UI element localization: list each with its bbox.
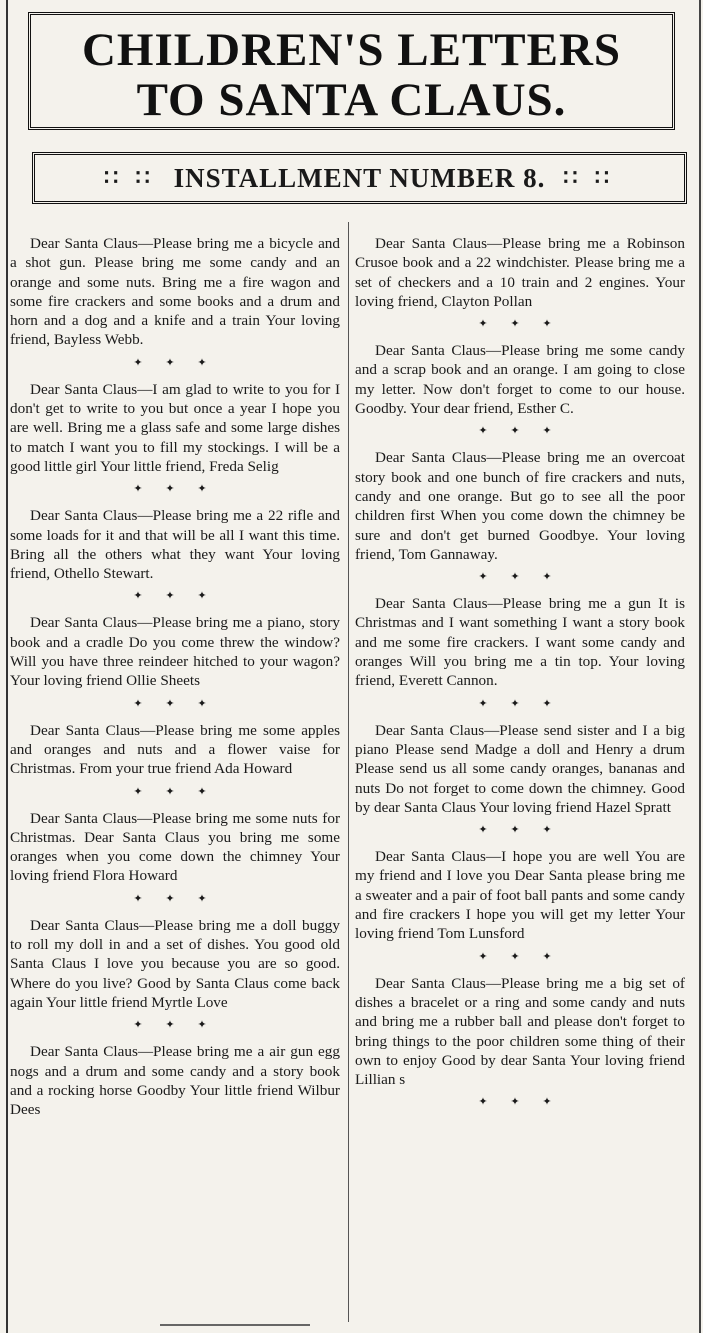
separator-stars-icon: ✦ ✦ ✦: [478, 1096, 562, 1109]
letter-left-8: Dear Santa Claus—Please bring me a air gun egg nogs and a drum and some candy and a story book and a rocking horse Goodby Your little friend Wilbur Dees: [10, 1043, 340, 1119]
separator-stars-icon: ✦ ✦ ✦: [478, 425, 562, 438]
bottom-rule: [160, 1324, 310, 1326]
separator-stars-icon: ✦ ✦ ✦: [133, 697, 217, 710]
letter-right-6: Dear Santa Claus—I hope you are well You are my friend and I love you Dear Santa please bring me a sweater and a pair of foot ball pants and some candy and fire crackers I hope you will get my letter Your loving friend Tom Lunsford: [355, 848, 685, 943]
separator-stars-icon: ✦ ✦ ✦: [478, 697, 562, 710]
page-edge-left: [6, 0, 8, 1333]
letter-left-4: Dear Santa Claus—Please bring me a piano, story book and a cradle Do you come threw the window? Will you have three reindeer hitched to your wagon? Your loving friend Ollie Sheets: [10, 614, 340, 690]
separator-stars-icon: ✦ ✦ ✦: [133, 483, 217, 496]
letter-left-7: Dear Santa Claus—Please bring me a doll buggy to roll my doll in and a set of dishes. You good old Santa Claus I love you because you are so good. Where do you live? Good by Santa Claus come back again Your little friend Myrtle Love: [10, 916, 340, 1011]
right-column: [355, 234, 685, 1119]
headline-line-2: TO SANTA CLAUS.: [136, 74, 567, 126]
ornament-left-icon: ∷ ∷: [104, 165, 156, 190]
letter-left-6: Dear Santa Claus—Please bring me some nuts for Christmas. Dear Santa Claus you bring me some oranges when you come down the chimney Your loving friend Flora Howard: [10, 809, 340, 885]
letter-left-1: Dear Santa Claus—Please bring me a bicycle and a shot gun. Please bring me some candy and an orange and some nuts. Bring me a fire wagon and some fire crackers and some books and a drum and horn and a dog and a knife and a train Your loving friend, Bayless Webb.: [10, 235, 340, 349]
separator-stars-icon: ✦ ✦ ✦: [133, 356, 217, 369]
letter-left-2: Dear Santa Claus—I am glad to write to you for I don't get to write to you but once a year I hope you are well. Bring me a glass safe and some large dishes to match I want you to fill my stockings. I will be a good little girl Your little friend, Freda Selig: [10, 380, 340, 475]
installment-banner: [32, 152, 687, 204]
separator-stars-icon: ✦ ✦ ✦: [133, 590, 217, 603]
headline-box: [28, 12, 675, 130]
separator-stars-icon: ✦ ✦ ✦: [478, 950, 562, 963]
letter-right-2: Dear Santa Claus—Please bring me some candy and a scrap book and an orange. I am going to close my letter. Now don't forget to come to our house. Goodby. Your dear friend, Esther C.: [355, 342, 685, 418]
letter-right-4: Dear Santa Claus—Please bring me a gun It is Christmas and I want something I want a story book and me some fire crackers. I want some candy and oranges Will you bring me a tin top. Your loving friend, Everett Cannon.: [355, 595, 685, 690]
separator-stars-icon: ✦ ✦ ✦: [133, 892, 217, 905]
separator-stars-icon: ✦ ✦ ✦: [478, 571, 562, 584]
separator-stars-icon: ✦ ✦ ✦: [478, 824, 562, 837]
letter-right-3: Dear Santa Claus—Please bring me an overcoat story book and one bunch of fire crackers and nuts, candy and one orange. But go to see all the poor children first When you come down the chimney be sure and don't get burned Goodbye. Your loving friend, Tom Gannaway.: [355, 449, 685, 563]
left-column: [10, 234, 340, 1119]
letter-right-1: Dear Santa Claus—Please bring me a Robinson Crusoe book and a 22 windchister. Please bring me a set of checkers and a 10 train and 2 engines. Your loving friend, Clayton Pollan: [355, 235, 685, 310]
letter-right-5: Dear Santa Claus—Please send sister and I a big piano Please send Madge a doll and Henry a drum Please send us all some candy oranges, bananas and nuts Do not forget to come down the chimney. Good by dear Santa Claus Your loving friend Hazel Spratt: [355, 721, 685, 816]
headline-line-1: CHILDREN'S LETTERS: [81, 24, 622, 76]
separator-stars-icon: ✦ ✦ ✦: [478, 318, 562, 331]
letter-right-7: Dear Santa Claus—Please bring me a big set of dishes a bracelet or a ring and some candy and nuts and bring me a rubber ball and please don't forget to bring things to the poor children some thing of their own to enjoy Good by dear Santa Your loving friend Lillian s: [355, 974, 685, 1089]
column-divider: [348, 222, 349, 1322]
letter-left-3: Dear Santa Claus—Please bring me a 22 rifle and some loads for it and that will be all I want this time. Bring all the others what they want Your loving friend, Othello Stewart.: [10, 507, 340, 583]
letter-left-5: Dear Santa Claus—Please bring me some apples and oranges and nuts and a flower vaise for Christmas. From your true friend Ada Howard: [10, 721, 340, 778]
separator-stars-icon: ✦ ✦ ✦: [133, 785, 217, 798]
installment-label: INSTALLMENT NUMBER 8.: [173, 162, 546, 193]
separator-stars-icon: ✦ ✦ ✦: [133, 1019, 217, 1032]
ornament-right-icon: ∷ ∷: [563, 165, 615, 190]
page-edge-right: [699, 0, 701, 1333]
